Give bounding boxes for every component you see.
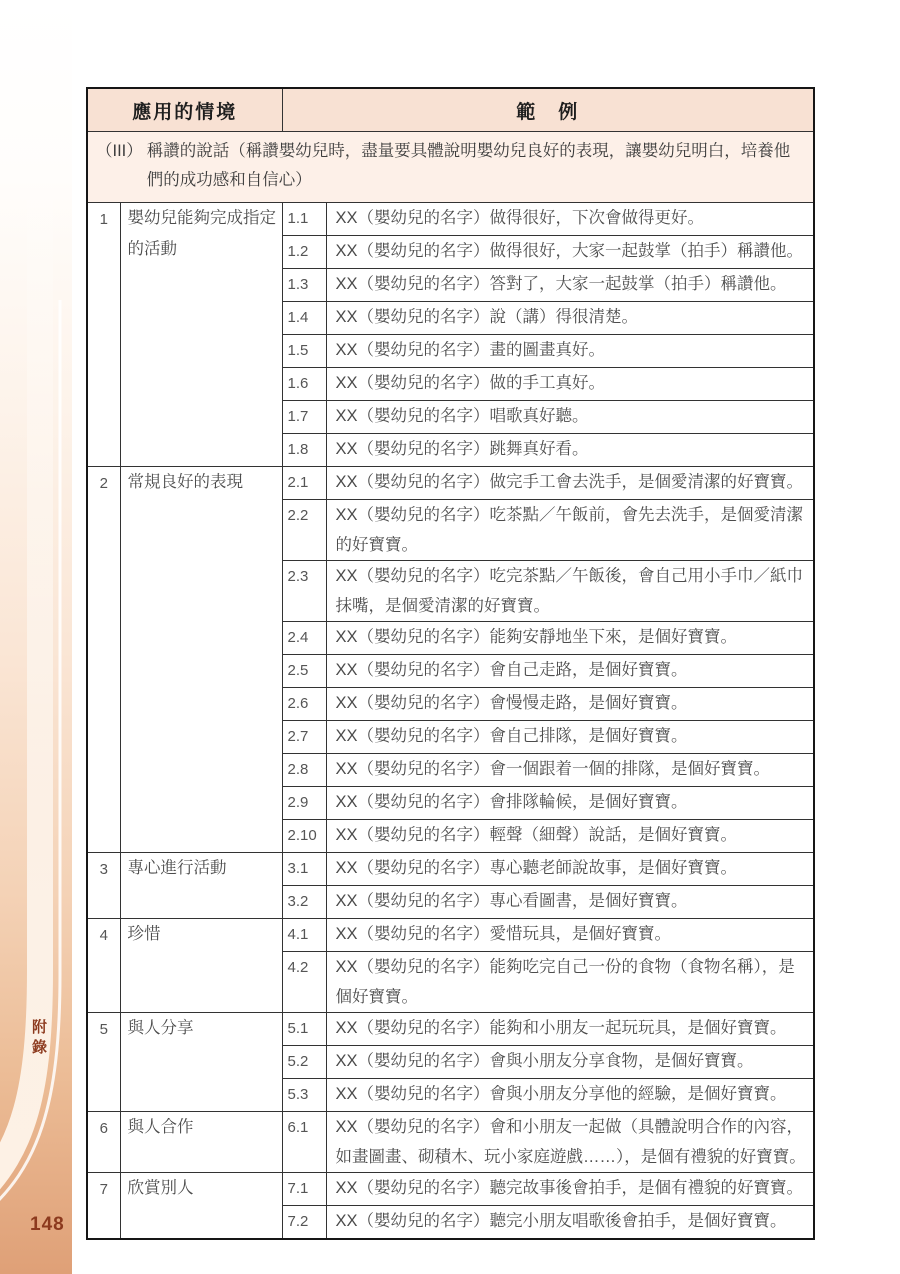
group-number-cell: 6 <box>87 1112 120 1173</box>
example-text-cell: XX（嬰幼兒的名字）做得很好，大家一起鼓掌（拍手）稱讚他。 <box>326 236 814 269</box>
example-number-cell: 1.5 <box>282 335 326 368</box>
example-number-cell: 7.1 <box>282 1173 326 1206</box>
group-number-cell: 5 <box>87 1013 120 1112</box>
example-number-cell: 1.2 <box>282 236 326 269</box>
section-note-row <box>87 132 814 203</box>
example-number-cell: 6.1 <box>282 1112 326 1173</box>
example-text-cell: XX（嬰幼兒的名字）畫的圖畫真好。 <box>326 335 814 368</box>
example-number-cell: 1.3 <box>282 269 326 302</box>
example-text-cell: XX（嬰幼兒的名字）會自己走路，是個好寶寶。 <box>326 655 814 688</box>
example-text-cell: XX（嬰幼兒的名字）會與小朋友分享他的經驗，是個好寶寶。 <box>326 1079 814 1112</box>
example-number-cell: 2.10 <box>282 820 326 853</box>
example-row <box>87 203 814 236</box>
situation-cell: 與人合作 <box>120 1112 282 1173</box>
examples-table <box>86 87 815 1240</box>
example-number-cell: 3.1 <box>282 853 326 886</box>
group-number-cell: 7 <box>87 1173 120 1240</box>
example-text-cell: XX（嬰幼兒的名字）專心看圖書，是個好寶寶。 <box>326 886 814 919</box>
example-text-cell: XX（嬰幼兒的名字）跳舞真好看。 <box>326 434 814 467</box>
sidebar-decoration <box>0 0 72 1274</box>
situation-cell: 欣賞別人 <box>120 1173 282 1240</box>
situation-cell: 常規良好的表現 <box>120 467 282 853</box>
situation-cell: 與人分享 <box>120 1013 282 1112</box>
example-number-cell: 4.2 <box>282 952 326 1013</box>
example-text-cell: XX（嬰幼兒的名字）能夠和小朋友一起玩玩具，是個好寶寶。 <box>326 1013 814 1046</box>
example-number-cell: 2.1 <box>282 467 326 500</box>
example-text-cell: XX（嬰幼兒的名字）會慢慢走路，是個好寶寶。 <box>326 688 814 721</box>
example-number-cell: 5.3 <box>282 1079 326 1112</box>
example-text-cell: XX（嬰幼兒的名字）會一個跟着一個的排隊，是個好寶寶。 <box>326 754 814 787</box>
example-number-cell: 1.7 <box>282 401 326 434</box>
example-text-cell: XX（嬰幼兒的名字）吃完茶點／午飯後，會自己用小手巾／紙巾抹嘴，是個愛清潔的好寶寶。 <box>326 561 814 622</box>
example-number-cell: 7.2 <box>282 1206 326 1240</box>
situation-cell: 嬰幼兒能夠完成指定的活動 <box>120 203 282 467</box>
example-text-cell: XX（嬰幼兒的名字）聽完小朋友唱歌後會拍手，是個好寶寶。 <box>326 1206 814 1240</box>
example-number-cell: 2.2 <box>282 500 326 561</box>
example-text-cell: XX（嬰幼兒的名字）做完手工會去洗手，是個愛清潔的好寶寶。 <box>326 467 814 500</box>
example-number-cell: 5.1 <box>282 1013 326 1046</box>
example-text-cell: XX（嬰幼兒的名字）唱歌真好聽。 <box>326 401 814 434</box>
section-note-prefix: （III） <box>96 142 143 160</box>
header-cell-situation: 應用的情境 <box>87 88 282 132</box>
example-number-cell: 2.4 <box>282 622 326 655</box>
example-row <box>87 1112 814 1173</box>
group-number-cell: 4 <box>87 919 120 1013</box>
example-row <box>87 1173 814 1206</box>
example-row <box>87 1013 814 1046</box>
section-note-text: 稱讚的說話（稱讚嬰幼兒時，盡量要具體說明嬰幼兒良好的表現，讓嬰幼兒明白，培養他們的成功感和自信心） <box>146 142 791 189</box>
example-number-cell: 2.5 <box>282 655 326 688</box>
example-number-cell: 1.4 <box>282 302 326 335</box>
header-cell-example: 範 例 <box>282 88 814 132</box>
example-number-cell: 2.9 <box>282 787 326 820</box>
group-number-cell: 2 <box>87 467 120 853</box>
example-number-cell: 1.6 <box>282 368 326 401</box>
table-header-row <box>87 88 814 132</box>
appendix-label: 附錄 <box>30 1019 47 1059</box>
example-text-cell: XX（嬰幼兒的名字）輕聲（細聲）說話，是個好寶寶。 <box>326 820 814 853</box>
example-text-cell: XX（嬰幼兒的名字）愛惜玩具，是個好寶寶。 <box>326 919 814 952</box>
example-number-cell: 2.8 <box>282 754 326 787</box>
example-row <box>87 919 814 952</box>
example-number-cell: 1.1 <box>282 203 326 236</box>
page-number: 148 <box>30 1214 65 1235</box>
example-text-cell: XX（嬰幼兒的名字）做的手工真好。 <box>326 368 814 401</box>
example-number-cell: 1.8 <box>282 434 326 467</box>
example-number-cell: 4.1 <box>282 919 326 952</box>
example-text-cell: XX（嬰幼兒的名字）吃茶點／午飯前，會先去洗手，是個愛清潔的好寶寶。 <box>326 500 814 561</box>
example-text-cell: XX（嬰幼兒的名字）會與小朋友分享食物，是個好寶寶。 <box>326 1046 814 1079</box>
example-number-cell: 2.6 <box>282 688 326 721</box>
swoosh-band <box>0 0 40 1196</box>
example-text-cell: XX（嬰幼兒的名字）做得很好，下次會做得更好。 <box>326 203 814 236</box>
example-text-cell: XX（嬰幼兒的名字）會排隊輪候，是個好寶寶。 <box>326 787 814 820</box>
example-text-cell: XX（嬰幼兒的名字）專心聽老師說故事，是個好寶寶。 <box>326 853 814 886</box>
situation-cell: 專心進行活動 <box>120 853 282 919</box>
section-note-cell <box>87 132 814 203</box>
situation-cell: 珍惜 <box>120 919 282 1013</box>
example-text-cell: XX（嬰幼兒的名字）聽完故事後會拍手，是個有禮貌的好寶寶。 <box>326 1173 814 1206</box>
sidebar-swoosh-graphic <box>0 0 72 1274</box>
example-number-cell: 5.2 <box>282 1046 326 1079</box>
group-number-cell: 1 <box>87 203 120 467</box>
example-text-cell: XX（嬰幼兒的名字）說（講）得很清楚。 <box>326 302 814 335</box>
example-row <box>87 467 814 500</box>
group-number-cell: 3 <box>87 853 120 919</box>
example-number-cell: 2.3 <box>282 561 326 622</box>
example-text-cell: XX（嬰幼兒的名字）會自己排隊，是個好寶寶。 <box>326 721 814 754</box>
example-text-cell: XX（嬰幼兒的名字）能夠安靜地坐下來，是個好寶寶。 <box>326 622 814 655</box>
example-text-cell: XX（嬰幼兒的名字）會和小朋友一起做（具體說明合作的內容，如畫圖畫、砌積木、玩小家庭遊戲……），是個有禮貌的好寶寶。 <box>326 1112 814 1173</box>
examples-table-body <box>87 88 814 1239</box>
example-text-cell: XX（嬰幼兒的名字）答對了，大家一起鼓掌（拍手）稱讚他。 <box>326 269 814 302</box>
example-number-cell: 2.7 <box>282 721 326 754</box>
example-text-cell: XX（嬰幼兒的名字）能夠吃完自己一份的食物（食物名稱），是個好寶寶。 <box>326 952 814 1013</box>
example-number-cell: 3.2 <box>282 886 326 919</box>
example-row <box>87 853 814 886</box>
